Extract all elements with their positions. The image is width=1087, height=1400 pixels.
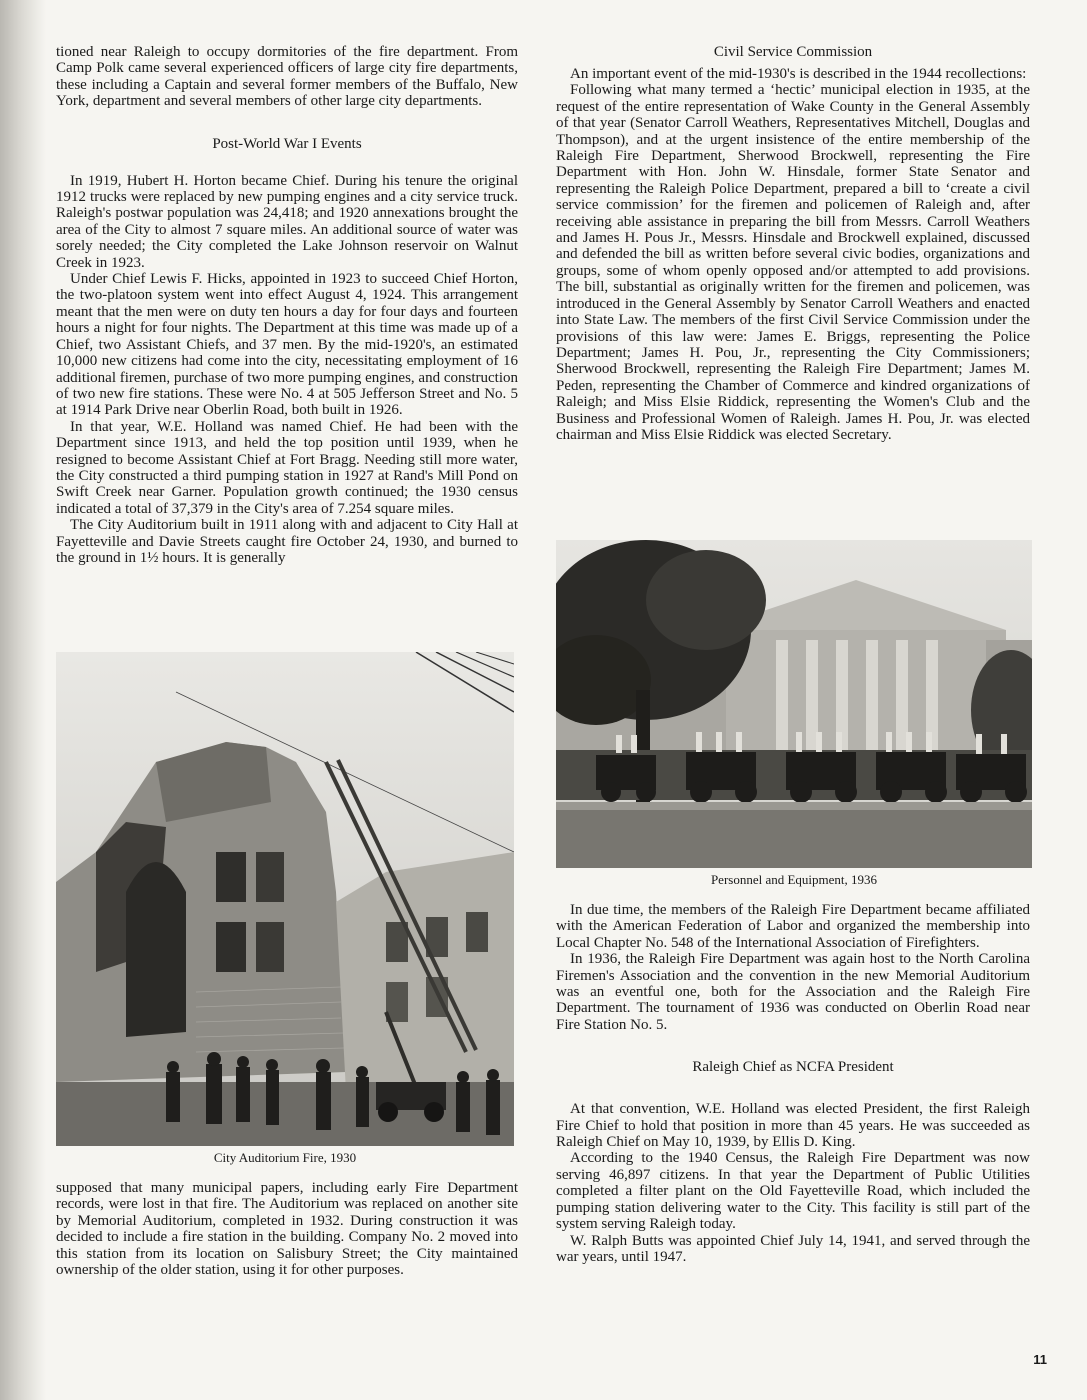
left-column-bottom — [56, 1180, 518, 1278]
right-paragraph-3: In due time, the members of the Raleigh Fire Department became affiliated with the American Federation of Labor and organized the membership into Local Chapter No. 548 of the International Association of Firefighters. — [556, 902, 1030, 951]
left-paragraph-6: supposed that many municipal papers, including early Fire Department records, were lost in that fire. The Auditorium was replaced on another site by Memorial Auditorium, completed in 1932. During construction it was decided to include a fire station in the building. Company No. 2 moved into this station from its location on Salisbury Street; the City maintained ownership of the older station, using it for other purposes. — [56, 1180, 518, 1279]
page-binding-shadow — [0, 0, 46, 1400]
section-heading-civil-service: Civil Service Commission — [713, 44, 873, 60]
left-paragraph-5: The City Auditorium built in 1911 along with and adjacent to City Hall at Fayetteville and Davie Streets caught fire October 24, 1930, and burned to the ground in 1½ hours. It is generally — [56, 517, 518, 566]
right-paragraph-2: Following what many termed a ‘hectic’ municipal election in 1935, at the request of the entire representation of Wake County in the General Assembly of that year (Senator Carroll Weathers, Representatives Mitchell, Douglas and Thompson), and at the urgent insistence of the entire membership of the Raleigh Fire Department, Sherwood Brockwell, representing the Fire Department with Hon. John W. Hinsdale, former State Senator and representing the Raleigh Police Department, prepared a bill to ‘create a civil service commission’ for the firemen and policemen of Raleigh and, after receiving able assistance in preparing the bill from Messrs. Carroll Weathers and James H. Pous Jr., Messrs. Hinsdale and Brockwell explained, discussed and defended the bill as written before several civic bodies, organizations and groups, some of whom openly opposed and/or attempted to add provisions. The bill, substantial as originally written for the firemen and policemen, was introduced in the General Assembly by Senator Carroll Weathers and enacted into State Law. The members of the first Civil Service Commission under the provisions of this law were: James E. Briggs, representing the Police Department; James H. Pou, Jr., representing the City Commissioners; Sherwood Brockwell, representing the Raleigh Fire Department; James M. Peden, representing the Chamber of Commerce and kindred organizations of Raleigh; and Miss Elsie Riddick, representing the Women's Club and the Business and Professional Women of Raleigh. James H. Pou, Jr. was elected chairman and Miss Elsie Riddick was elected Secretary. — [556, 82, 1030, 443]
right-paragraph-1: An important event of the mid-1930's is described in the 1944 recollections: — [570, 66, 1027, 82]
right-paragraph-4: In 1936, the Raleigh Fire Department was again host to the North Carolina Firemen's Association and the convention in the new Memorial Auditorium was an eventful one, both for the Association and the Raleigh Fire Department. The tournament of 1936 was conducted on Oberlin Road near Fire Station No. 5. — [556, 951, 1030, 1033]
left-paragraph-4: In that year, W.E. Holland was named Chief. He had been with the Department since 1913, and held the top position until 1939, when he resigned to become Assistant Chief at Fort Bragg. Needing still more water, the City constructed a third pumping station in 1927 at Rand's Mill Pond on Swift Creek near Garner. Population growth continued; the 1930 census indicated a total of 37,379 in the City's area of 7.254 square miles. — [56, 418, 518, 517]
page-number: 11 — [1033, 1352, 1047, 1367]
right-column-bottom — [556, 902, 1030, 1265]
auditorium-fire-caption: City Auditorium Fire, 1930 — [213, 1150, 357, 1165]
section-heading-post-wwi: Post-World War I Events — [212, 135, 362, 152]
left-paragraph-1: tioned near Raleigh to occupy dormitories of the fire department. From Camp Polk came several experienced officers of large city fire departments, these including a Captain and several former members of the Buffalo, New York, department and several members of other large city departments. — [56, 44, 518, 110]
right-paragraph-5: At that convention, W.E. Holland was elected President, the first Raleigh Fire Chief to hold that position in more than 45 years. He was succeeded as Raleigh Chief on May 10, 1939, by Ellis D. King. — [556, 1101, 1030, 1151]
personnel-equipment-photo — [556, 540, 1032, 868]
section-heading-ncfa-president: Raleigh Chief as NCFA President — [692, 1059, 894, 1076]
left-column-top — [56, 44, 518, 566]
left-paragraph-2: In 1919, Hubert H. Horton became Chief. During his tenure the original 1912 trucks were replaced by new pumping engines and a city service truck. Raleigh's postwar population was 24,418; and 1920 annexations brought the area of the City to almost 7 square miles. An additional source of water was sorely needed; the City completed the Lake Johnson reservoir on Walnut Creek in 1923. — [56, 172, 518, 271]
left-paragraph-3: Under Chief Lewis F. Hicks, appointed in 1923 to succeed Chief Horton, the two-platoon system went into effect August 4, 1924. This arrangement meant that the men were on duty ten hours a day for four days and fourteen hours a night for four nights. The Department at this time was made up of a Chief, two Assistant Chiefs, and 37 men. By the mid-1920's, an estimated 10,000 new citizens had come into the city, necessitating employment of 16 additional firemen, purchase of two more pumping engines, and construction of two new fire stations. These were No. 4 at 505 Jefferson Street and No. 5 at 1914 Park Drive near Oberlin Road, both built in 1926. — [56, 271, 518, 419]
personnel-equipment-caption: Personnel and Equipment, 1936 — [710, 872, 878, 887]
right-paragraph-6: According to the 1940 Census, the Raleigh Fire Department was now serving 46,897 citizens. In that year the Department of Public Utilities completed a filter plant on the Old Fayetteville Road, which included the pumping station delivering water to the City. This facility is still part of the system serving Raleigh today. — [556, 1150, 1030, 1233]
right-paragraph-7: W. Ralph Butts was appointed Chief July 14, 1941, and served through the war years, until 1947. — [556, 1232, 1030, 1265]
auditorium-fire-photo — [56, 652, 514, 1146]
right-column-top — [556, 44, 1030, 443]
